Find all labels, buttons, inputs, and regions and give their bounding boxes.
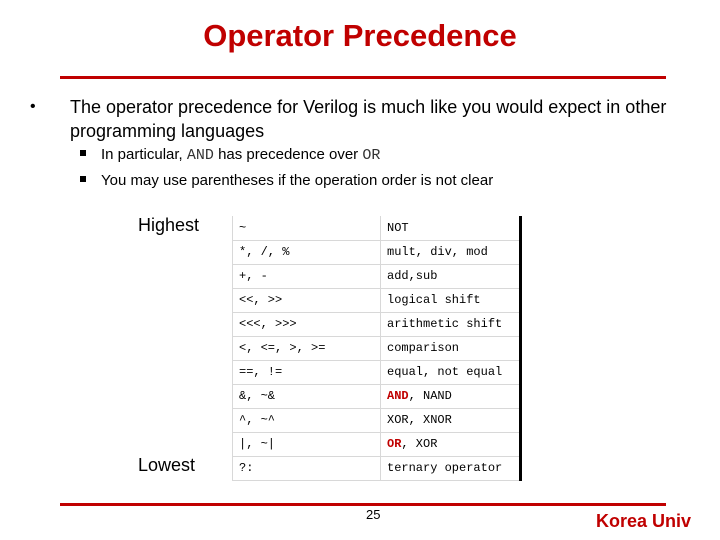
operator-cell: ?: <box>233 456 381 480</box>
operator-cell: +, - <box>233 264 381 288</box>
description-cell <box>381 384 521 408</box>
description-cell: add,sub <box>387 269 438 283</box>
table-row <box>233 432 521 456</box>
title-divider <box>60 76 666 79</box>
square-bullet-icon <box>80 176 86 182</box>
operator-cell: <, <=, >, >= <box>233 336 381 360</box>
table-row <box>233 264 521 288</box>
table-row <box>233 312 521 336</box>
operator-cell: <<<, >>> <box>233 312 381 336</box>
sub-bullet-2-text: You may use parentheses if the operation order is not clear <box>101 172 494 189</box>
page-number: 25 <box>366 507 381 522</box>
sub-bullet-1 <box>80 145 380 166</box>
description-cell: ternary operator <box>387 461 503 475</box>
table-row <box>233 240 521 264</box>
precedence-table <box>232 216 522 481</box>
operator-cell: &, ~& <box>233 384 381 408</box>
operator-cell: |, ~| <box>233 432 381 456</box>
highlight-and: AND <box>387 389 409 403</box>
operator-cell: ^, ~^ <box>233 408 381 432</box>
bullet-marker: • <box>30 98 36 115</box>
sub-bullet-1-pre: In particular, <box>101 146 187 163</box>
code-or: OR <box>362 147 381 164</box>
brand-logo-text: Korea Univ <box>596 511 692 531</box>
description-cell: comparison <box>387 341 460 355</box>
table-row <box>233 288 521 312</box>
operator-cell: <<, >> <box>233 288 381 312</box>
highest-label: Highest <box>138 215 200 235</box>
description-cell: logical shift <box>387 293 481 307</box>
highlight-or: OR <box>387 437 402 451</box>
sub-bullet-1-mid: has precedence over <box>213 146 363 163</box>
description-cell: arithmetic shift <box>387 317 503 331</box>
operator-cell: ==, != <box>233 360 381 384</box>
table-row <box>233 384 521 408</box>
description-rest: , NAND <box>408 389 452 403</box>
operator-cell: ~ <box>233 216 381 240</box>
table-row <box>233 336 521 360</box>
table-row <box>233 216 521 240</box>
description-cell <box>381 432 521 456</box>
description-cell: NOT <box>387 220 409 235</box>
footer-divider <box>60 503 666 506</box>
description-cell: mult, div, mod <box>387 245 488 259</box>
code-and: AND <box>186 147 214 164</box>
table-row <box>233 456 521 480</box>
description-cell: XOR, XNOR <box>387 413 452 427</box>
sub-bullet-2 <box>80 171 493 191</box>
lowest-label: Lowest <box>138 455 196 475</box>
table-row <box>233 408 521 432</box>
slide-title: Operator Precedence <box>203 18 517 53</box>
description-rest: , XOR <box>401 437 438 451</box>
description-cell: equal, not equal <box>387 365 503 379</box>
main-bullet-text: The operator precedence for Verilog is much like you would expect in other programming languages <box>70 97 667 141</box>
table-row <box>233 360 521 384</box>
operator-cell: *, /, % <box>233 240 381 264</box>
square-bullet-icon <box>80 150 86 156</box>
